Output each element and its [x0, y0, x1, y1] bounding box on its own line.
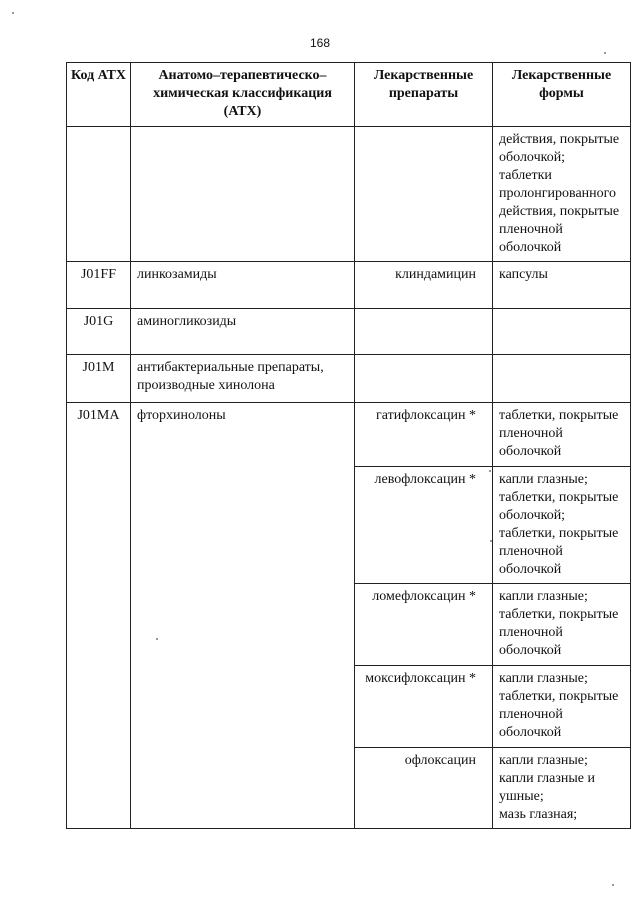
drug-cell: гатифлоксацин *	[355, 403, 493, 467]
drug-cell: клиндамицин	[355, 262, 493, 309]
drug-cell	[355, 355, 493, 403]
page-number: 168	[309, 36, 331, 50]
scan-speck	[604, 52, 606, 54]
drug-cell: ломефлоксацин *	[355, 584, 493, 666]
code-cell: J01FF	[67, 262, 131, 309]
header-code: Код АТХ	[67, 63, 131, 127]
table-row	[67, 355, 631, 403]
forms-cell	[493, 355, 631, 403]
table-header-row	[67, 63, 631, 127]
scan-speck	[12, 12, 14, 14]
scan-speck	[156, 638, 158, 640]
scan-speck	[490, 540, 492, 542]
code-cell: J01G	[67, 309, 131, 355]
drug-cell: офлоксацин	[355, 748, 493, 829]
table-row	[67, 403, 631, 467]
classification-cell: антибактериальные препараты, производные хинолона	[131, 355, 355, 403]
table-row	[67, 309, 631, 355]
forms-cell: капли глазные; таблетки, покрытые пленочной оболочкой	[493, 584, 631, 666]
scan-speck	[612, 884, 614, 886]
forms-cell: капсулы	[493, 262, 631, 309]
scan-speck	[489, 470, 491, 472]
code-cell: J01MA	[67, 403, 131, 829]
forms-cell: таблетки, покрытые пленочной оболочкой	[493, 403, 631, 467]
forms-cell	[493, 309, 631, 355]
drug-cell	[355, 309, 493, 355]
forms-cell: капли глазные; капли глазные и ушные; мазь глазная;	[493, 748, 631, 829]
classification-cell	[131, 127, 355, 262]
drug-cell	[355, 127, 493, 262]
header-classification: Анатомо–терапевтическо–химическая классификация (АТХ)	[131, 63, 355, 127]
table-row	[67, 127, 631, 262]
forms-cell: действия, покрытые оболочкой; таблетки пролонгированного действия, покрытые пленочной оболочкой	[493, 127, 631, 262]
drug-cell: моксифлоксацин *	[355, 666, 493, 748]
forms-cell: капли глазные; таблетки, покрытые пленочной оболочкой	[493, 666, 631, 748]
classification-cell: линкозамиды	[131, 262, 355, 309]
code-cell: J01M	[67, 355, 131, 403]
classification-cell: аминогликозиды	[131, 309, 355, 355]
forms-cell: капли глазные; таблетки, покрытые оболочкой; таблетки, покрытые пленочной оболочкой	[493, 467, 631, 584]
table-row	[67, 262, 631, 309]
classification-cell: фторхинолоны	[131, 403, 355, 829]
atx-table	[66, 62, 631, 829]
drug-cell: левофлоксацин *	[355, 467, 493, 584]
header-drugs: Лекарственные препараты	[355, 63, 493, 127]
header-forms: Лекарственные формы	[493, 63, 631, 127]
code-cell	[67, 127, 131, 262]
